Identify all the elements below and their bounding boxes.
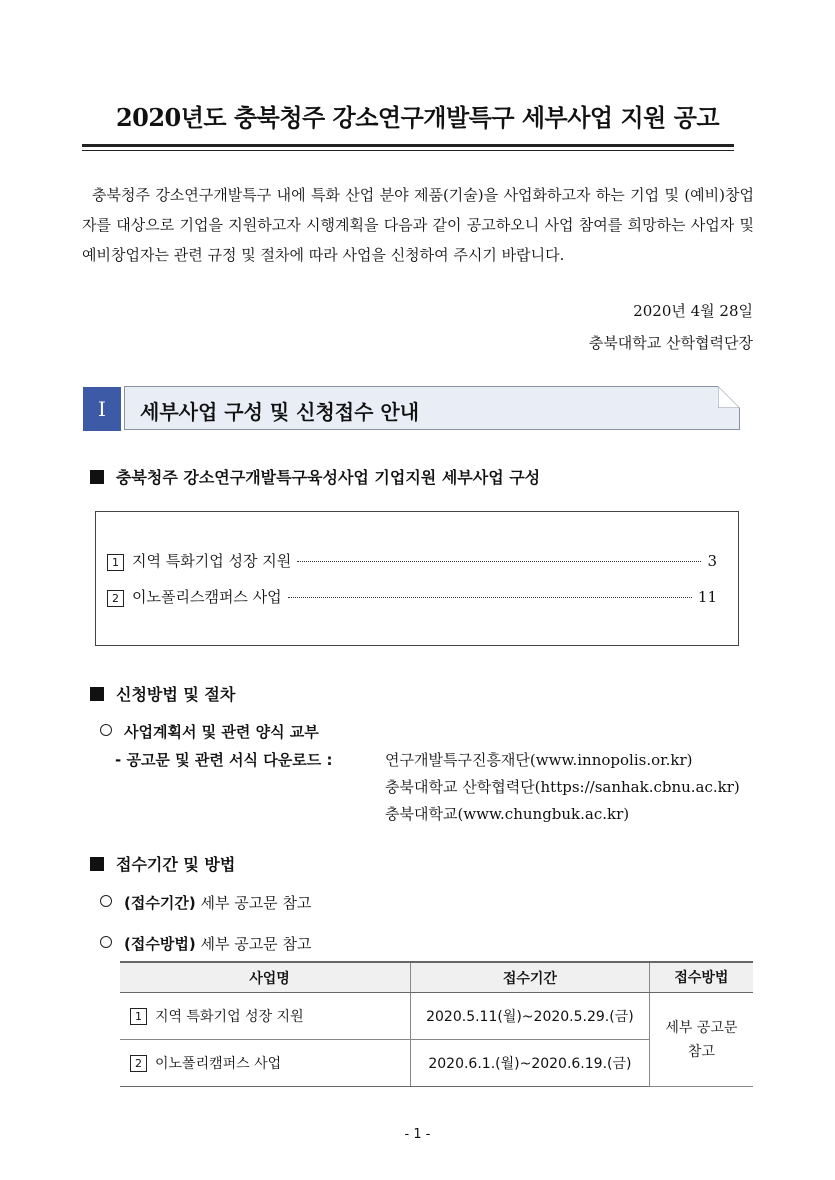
method-label: (접수방법) bbox=[124, 935, 196, 953]
toc-item-label: 지역 특화기업 성장 지원 bbox=[132, 552, 292, 570]
toc-item-page: 3 bbox=[707, 552, 717, 570]
composition-box bbox=[95, 511, 739, 646]
method-bullet bbox=[100, 721, 319, 742]
row-name-cell bbox=[120, 1040, 411, 1087]
method-heading bbox=[90, 682, 235, 705]
toc-item-1 bbox=[107, 550, 717, 571]
toc-item-2 bbox=[107, 586, 717, 607]
schedule-table bbox=[120, 961, 753, 1087]
period-text: 세부 공고문 참고 bbox=[200, 894, 312, 912]
method-line-2: 참고 bbox=[687, 1043, 715, 1060]
table-header-row bbox=[120, 962, 753, 993]
issuer-name: 충북대학교 산학협력단장 bbox=[588, 334, 753, 352]
square-bullet-icon bbox=[90, 687, 104, 701]
item-number-box: 2 bbox=[107, 590, 124, 607]
circle-bullet-icon bbox=[100, 724, 112, 736]
leader-dots bbox=[297, 561, 701, 562]
square-bullet-icon bbox=[90, 857, 104, 871]
method-line-1: 세부 공고문 bbox=[665, 1019, 738, 1036]
item-number-box: 1 bbox=[130, 1008, 147, 1025]
announcement-date: 2020년 4월 28일 bbox=[633, 302, 753, 320]
method-bullet-text: 사업계획서 및 관련 양식 교부 bbox=[124, 723, 319, 741]
composition-heading bbox=[90, 465, 540, 488]
toc-item-label: 이노폴리스캠퍼스 사업 bbox=[132, 588, 282, 606]
circle-bullet-icon bbox=[100, 895, 112, 907]
leader-dots bbox=[288, 597, 692, 598]
method-text: 세부 공고문 참고 bbox=[200, 935, 312, 953]
reception-method bbox=[100, 933, 311, 954]
reception-heading bbox=[90, 852, 235, 875]
row-period-cell: 2020.5.11(월)~2020.5.29.(금) bbox=[411, 993, 650, 1040]
row-period-cell: 2020.6.1.(월)~2020.6.19.(금) bbox=[411, 1040, 650, 1087]
section-title: 세부사업 구성 및 신청접수 안내 bbox=[140, 400, 420, 424]
title-rule-thin bbox=[82, 150, 734, 151]
site-link-innopolis[interactable]: 연구개발특구진흥재단(www.innopolis.or.kr) bbox=[385, 751, 693, 769]
toc-item-page: 11 bbox=[697, 588, 717, 606]
row-name-cell bbox=[120, 993, 411, 1040]
header-period: 접수기간 bbox=[411, 962, 650, 993]
page-number: - 1 - bbox=[404, 1127, 431, 1142]
intro-paragraph: 충북청주 강소연구개발특구 내에 특화 산업 분야 제품(기술)을 사업화하고자 하는 기업 및 (예비)창업자를 대상으로 기업을 지원하고자 시행계획을 다음과 같이 공고하오니 사업 참여를 희망하는 사업자 및 예비창업자는 관련 규정 및 절차에 따라 사업을 신청하여 주시기 바랍니다. bbox=[82, 186, 754, 264]
row-name: 이노폴리캠퍼스 사업 bbox=[155, 1056, 282, 1072]
reception-period bbox=[100, 892, 311, 913]
circle-bullet-icon bbox=[100, 936, 112, 948]
site-link-sanhak[interactable]: 충북대학교 산학협력단(https://sanhak.cbnu.ac.kr) bbox=[385, 778, 740, 796]
row-name: 지역 특화기업 성장 지원 bbox=[155, 1009, 304, 1025]
section-number: Ⅰ bbox=[83, 387, 121, 431]
period-label: (접수기간) bbox=[124, 894, 196, 912]
method-cell bbox=[649, 993, 753, 1087]
header-method: 접수방법 bbox=[649, 962, 753, 993]
page-title: 2020년도 충북청주 강소연구개발특구 세부사업 지원 공고 bbox=[115, 103, 720, 132]
square-bullet-icon bbox=[90, 470, 104, 484]
site-link-chungbuk[interactable]: 충북대학교(www.chungbuk.ac.kr) bbox=[385, 805, 630, 823]
item-number-box: 2 bbox=[130, 1055, 147, 1072]
reception-heading-text: 접수기간 및 방법 bbox=[116, 855, 236, 874]
header-business-name: 사업명 bbox=[120, 962, 411, 993]
method-heading-text: 신청방법 및 절차 bbox=[116, 685, 236, 704]
composition-heading-text: 충북청주 강소연구개발특구육성사업 기업지원 세부사업 구성 bbox=[116, 468, 541, 487]
title-rule-thick bbox=[82, 144, 734, 147]
page-fold-icon bbox=[718, 386, 740, 408]
item-number-box: 1 bbox=[107, 554, 124, 571]
table-row bbox=[120, 993, 753, 1040]
download-label: - 공고문 및 관련 서식 다운로드 : bbox=[115, 751, 333, 769]
